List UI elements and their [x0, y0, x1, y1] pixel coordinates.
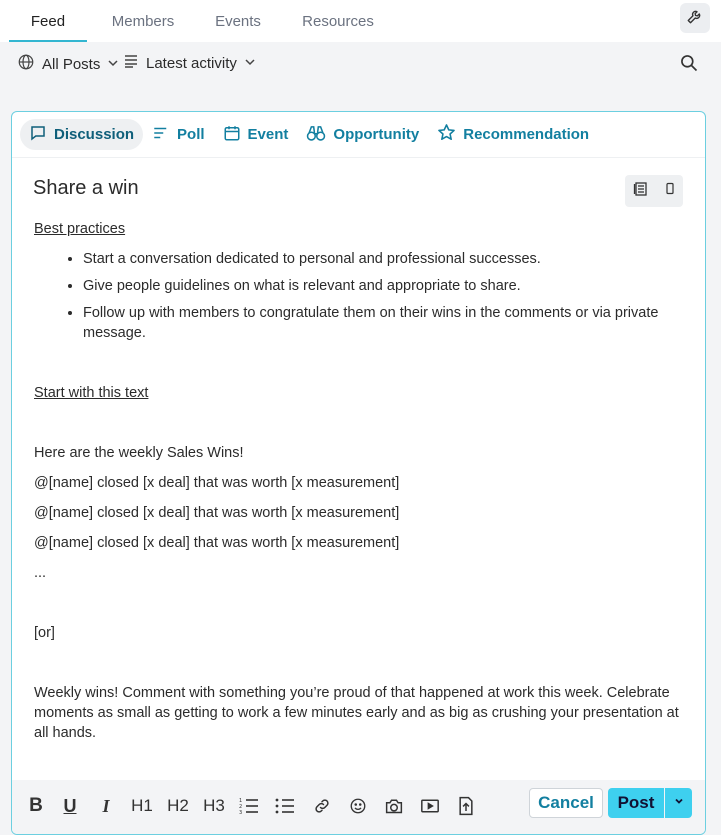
post-type-label: Discussion — [54, 126, 135, 143]
or-line: [or] — [34, 625, 55, 641]
post-button[interactable]: Post — [608, 788, 664, 818]
desktop-view-icon[interactable] — [633, 181, 649, 202]
post-type-label: Opportunity — [333, 126, 420, 143]
post-options-button[interactable] — [665, 788, 692, 818]
emoji-icon[interactable] — [347, 793, 369, 819]
svg-text:3: 3 — [239, 810, 243, 815]
sort-label: Latest activity — [146, 54, 237, 72]
chevron-down-icon — [107, 56, 119, 73]
text-line: @[name] closed [x deal] that was worth [x measurement] — [34, 535, 400, 551]
chevron-down-icon — [244, 55, 256, 72]
post-type-discussion[interactable] — [20, 119, 143, 150]
all-posts-filter[interactable] — [17, 53, 119, 75]
underline-icon[interactable]: U — [63, 795, 77, 816]
video-icon[interactable] — [419, 793, 441, 819]
tab-feed[interactable]: Feed — [9, 0, 87, 42]
text-line: @[name] closed [x deal] that was worth [x measurement] — [34, 505, 400, 521]
sort-filter[interactable] — [123, 53, 256, 73]
italic-icon[interactable]: I — [102, 795, 110, 816]
post-type-event[interactable] — [214, 119, 298, 150]
settings-button[interactable] — [680, 3, 710, 33]
view-toggle — [625, 175, 683, 207]
calendar-icon — [223, 124, 241, 146]
filter-bar — [0, 42, 721, 84]
cancel-button[interactable]: Cancel — [529, 788, 603, 818]
post-title[interactable]: Share a win — [33, 177, 139, 199]
svg-text:2: 2 — [239, 804, 243, 810]
mobile-view-icon[interactable] — [664, 182, 676, 201]
post-composer — [11, 111, 706, 835]
post-type-selector — [12, 112, 705, 158]
closing-paragraph: Weekly wins! Comment with something you’re proud of that happened at work this week. Celebrate moments as small as getting to work a few minutes early and as big as crushing your presentation at all hands. — [34, 685, 679, 741]
list-item: • Start a conversation dedicated to personal and professional successes. — [83, 249, 689, 269]
heading3-button[interactable]: H3 — [203, 796, 225, 815]
search-icon — [679, 60, 699, 77]
svg-text:1: 1 — [239, 798, 243, 804]
chevron-down-icon — [673, 794, 685, 812]
best-practices-heading: Best practices — [34, 221, 126, 237]
start-text-heading: Start with this text — [34, 385, 149, 401]
star-icon — [437, 123, 456, 146]
numbered-list-icon[interactable] — [238, 793, 260, 819]
tab-members[interactable]: Members — [111, 12, 175, 30]
heading1-button[interactable]: H1 — [131, 796, 153, 815]
sort-lines-icon — [123, 53, 139, 73]
bulleted-list-icon[interactable] — [274, 793, 296, 819]
formatting-toolbar — [12, 780, 705, 834]
text-line: @[name] closed [x deal] that was worth [x measurement] — [34, 475, 400, 491]
tab-resources[interactable]: Resources — [302, 12, 374, 30]
all-posts-label: All Posts — [42, 55, 101, 73]
post-type-label: Recommendation — [463, 126, 590, 143]
top-nav — [0, 0, 721, 42]
heading2-button[interactable]: H2 — [167, 796, 189, 815]
text-line: ... — [34, 565, 47, 581]
wrench-icon — [686, 7, 704, 30]
list-item: • Give people guidelines on what is relevant and appropriate to share. — [83, 276, 689, 296]
tab-events[interactable]: Events — [215, 12, 261, 30]
file-upload-icon[interactable] — [455, 793, 477, 819]
post-body[interactable] — [34, 219, 689, 743]
speech-bubble-icon — [29, 124, 47, 146]
binoculars-icon — [306, 124, 326, 146]
post-type-label: Poll — [177, 126, 205, 143]
list-item: • Follow up with members to congratulate them on their wins in the comments or via private message. — [83, 303, 689, 343]
poll-lines-icon — [152, 124, 170, 146]
text-line: Here are the weekly Sales Wins! — [34, 445, 244, 461]
best-practices-list — [83, 249, 689, 343]
camera-icon[interactable] — [383, 793, 405, 819]
search-button[interactable] — [679, 53, 699, 73]
post-type-label: Event — [247, 126, 289, 143]
post-type-opportunity[interactable] — [297, 119, 428, 150]
editor-body[interactable] — [12, 159, 705, 779]
globe-icon — [17, 53, 35, 75]
post-type-poll[interactable] — [143, 119, 214, 150]
link-icon[interactable] — [311, 793, 333, 819]
bold-icon[interactable]: B — [29, 795, 43, 816]
post-type-recommendation[interactable] — [428, 119, 598, 150]
